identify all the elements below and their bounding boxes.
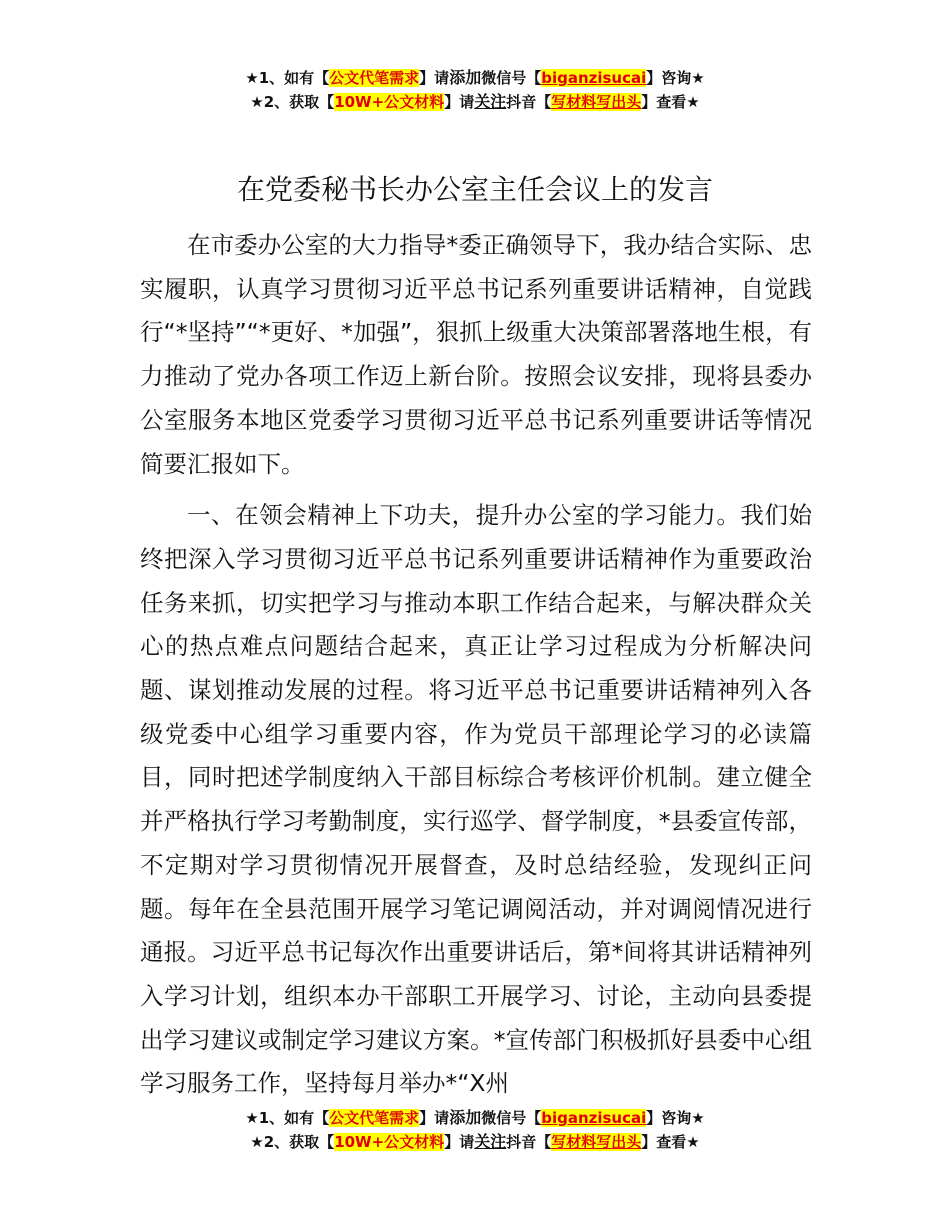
promo-text: 】请 <box>419 1109 450 1127</box>
promo-highlight: 10W+公文材料 <box>334 93 445 111</box>
promo-text: 】请 <box>444 93 475 111</box>
footer-promo-banner <box>0 1106 950 1154</box>
promo-line-2 <box>0 90 950 114</box>
promo-text: ★1、如有【 <box>245 69 330 87</box>
wechat-id-highlight: biganzisucai <box>541 1109 647 1127</box>
promo-text: 微信号【 <box>481 1109 542 1127</box>
header-promo-banner <box>0 66 950 114</box>
promo-text: ★1、如有【 <box>245 1109 330 1127</box>
document-title: 在党委秘书长办公室主任会议上的发言 <box>236 173 713 206</box>
promo-line-1 <box>0 1106 950 1130</box>
promo-text: 】查看★ <box>641 1133 700 1151</box>
promo-text: 】咨询★ <box>646 69 705 87</box>
promo-line-2 <box>0 1130 950 1154</box>
promo-text: 抖音【 <box>506 1133 552 1151</box>
promo-text: 微信号【 <box>481 69 542 87</box>
body-paragraph: 在市委办公室的大力指导*委正确领导下，我办结合实际、忠实履职，认真学习贯彻习近平总书记系列重要讲话精神，自觉践行“*坚持”“*更好、*加强”，狠抓上级重大决策部署落地生根，有力推动了党办各项工作迈上新台阶。按照会议安排，现将县委办公室服务本地区党委学习贯彻习近平总书记系列重要讲话等情况简要汇报如下。 <box>140 231 812 478</box>
document-body <box>140 224 812 1106</box>
body-paragraph: 一、在领会精神上下功夫，提升办公室的学习能力。我们始终把深入学习贯彻习近平总书记系列重要讲话精神作为重要政治任务来抓，切实把学习与推动本职工作结合起来，与解决群众关心的热点难点问题结合起来，真正让学习过程成为分析解决问题、谋划推动发展的过程。将习近平总书记重要讲话精神列入各级党委中心组学习重要内容，作为党员干部理论学习的必读篇目，同时把述学制度纳入干部目标综合考核评价机制。建立健全并严格执行学习考勤制度，实行巡学、督学制度，*县委宣传部，不定期对学习贯彻情况开展督查，及时总结经验，发现纠正问题。每年在全县范围开展学习笔记调阅活动，并对调阅情况进行通报。习近平总书记每次作出重要讲话后，第*间将其讲话精神列入学习计划，组织本办干部职工开展学习、讨论，主动向县委提出学习建议或制定学习建议方案。*宣传部门积极抓好县委中心组学习服务工作，坚持每月举办*“X州 <box>140 501 812 1098</box>
promo-highlight: 公文代笔需求 <box>329 69 420 87</box>
promo-text: 】咨询★ <box>646 1109 705 1127</box>
promo-highlight: 公文代笔需求 <box>329 1109 420 1127</box>
promo-emphasis: 关注 <box>474 1132 507 1151</box>
douyin-id-highlight: 写材料写出头 <box>551 93 642 111</box>
promo-text: 】请 <box>444 1133 475 1151</box>
promo-text: ★2、获取【 <box>250 1133 335 1151</box>
wechat-id-highlight: biganzisucai <box>541 69 647 87</box>
promo-line-1 <box>0 66 950 90</box>
douyin-id-highlight: 写材料写出头 <box>551 1133 642 1151</box>
promo-text: 】请 <box>419 69 450 87</box>
promo-emphasis: 关注 <box>474 92 507 111</box>
promo-emphasis: 添加 <box>449 68 482 87</box>
promo-emphasis: 添加 <box>449 1108 482 1127</box>
promo-text: 】查看★ <box>641 93 700 111</box>
promo-text: ★2、获取【 <box>250 93 335 111</box>
promo-highlight: 10W+公文材料 <box>334 1133 445 1151</box>
promo-text: 抖音【 <box>506 93 552 111</box>
